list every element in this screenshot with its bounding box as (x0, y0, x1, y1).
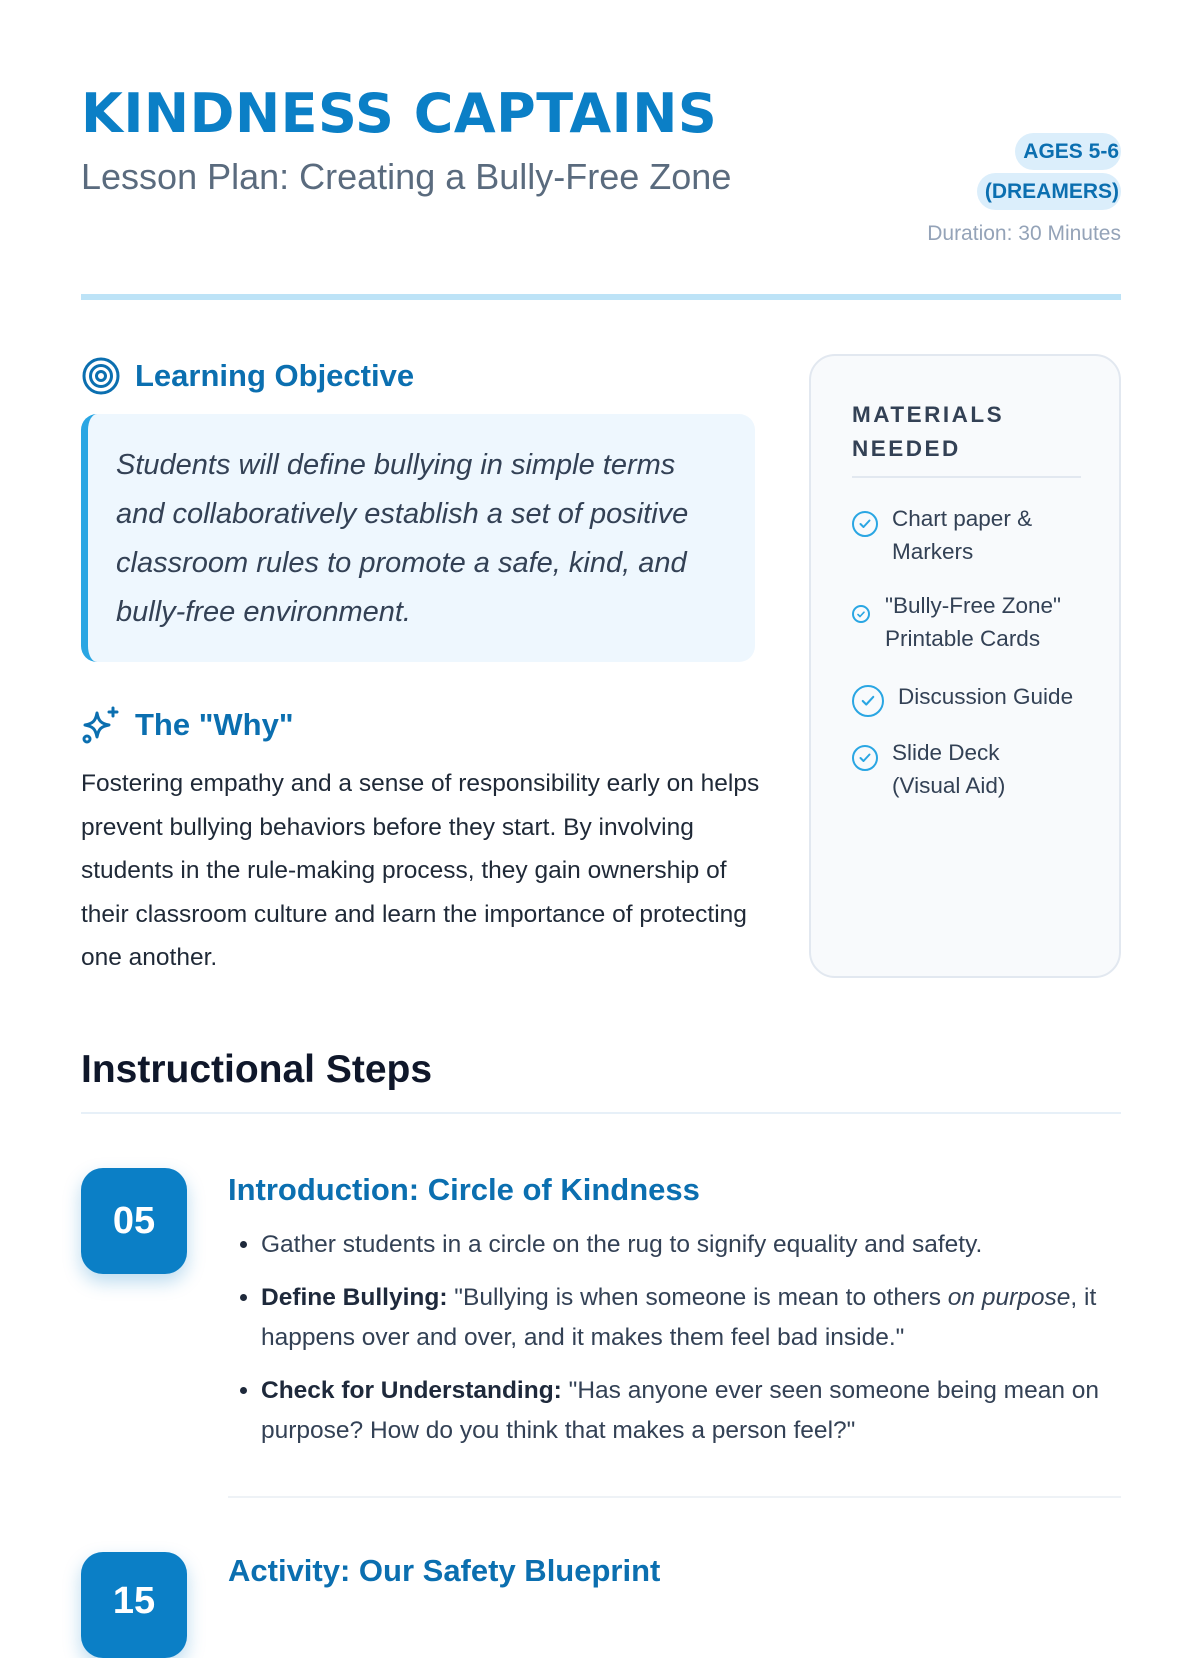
header-divider (81, 294, 1121, 300)
list-item (261, 1278, 1121, 1358)
list-item (261, 1371, 1121, 1451)
objective-callout (81, 414, 755, 662)
objective-text: Students will define bullying in simple terms and collaboratively establish a set of positive classroom rules to promote a safe, kind, and bully-free environment. (116, 449, 689, 628)
step-bullet-list (228, 1225, 1121, 1464)
step-title: Activity: Our Safety Blueprint (228, 1553, 661, 1588)
step-number-badge: 05 (81, 1168, 187, 1274)
material-item (852, 589, 1085, 655)
step-divider (228, 1496, 1121, 1498)
material-label: Chart paper & Markers (892, 506, 1033, 564)
materials-divider (852, 476, 1081, 478)
steps-heading: Instructional Steps (81, 1048, 433, 1091)
check-circle-icon (852, 745, 878, 771)
bullet-text: "Has anyone ever seen someone being mean on purpose? How do you think that makes a person feel?" (261, 1377, 1100, 1444)
list-item (261, 1225, 1121, 1265)
check-circle-icon (852, 511, 878, 537)
material-item (852, 736, 1052, 802)
material-item (852, 680, 1098, 717)
bullet-emphasis: on purpose (947, 1284, 1071, 1311)
why-title: The "Why" (135, 707, 294, 742)
brand-title: KINDNESS CAPTAINS (81, 82, 718, 145)
why-paragraph: Fostering empathy and a sense of responsibility early on helps prevent bullying behaviors before they start. By involving students in the rule-making process, they gain ownership of their classroom culture and learn the importance of protecting one another. (81, 770, 760, 971)
bullet-text: "Bullying is when someone is mean to others (447, 1284, 948, 1311)
materials-card (809, 354, 1121, 978)
objective-heading (81, 356, 414, 396)
lesson-subtitle: Lesson Plan: Creating a Bully-Free Zone (81, 156, 732, 197)
sparkles-icon (81, 705, 121, 745)
check-circle-icon (852, 685, 884, 717)
material-item (852, 502, 1072, 568)
materials-title: MATERIALS NEEDED (852, 402, 1005, 461)
objective-title: Learning Objective (135, 358, 415, 393)
bullet-label: Define Bullying: (261, 1284, 448, 1311)
why-heading (81, 705, 294, 745)
target-icon (81, 356, 121, 396)
step-title: Introduction: Circle of Kindness (228, 1172, 700, 1207)
check-circle-icon (852, 605, 870, 623)
material-label: Discussion Guide (898, 684, 1074, 709)
bullet-label: Check for Understanding: (261, 1377, 562, 1404)
duration-label: Duration: 30 Minutes (927, 222, 1121, 245)
material-label: "Bully-Free Zone" Printable Cards (885, 593, 1062, 651)
age-badge-label: AGES 5-6 (DREAMERS) (977, 133, 1121, 210)
age-badge (941, 132, 1121, 212)
steps-divider (81, 1112, 1121, 1114)
bullet-text: , it happens over and over, and it makes them feel bad inside." (261, 1284, 1097, 1351)
step-number-badge: 15 (81, 1552, 187, 1658)
material-label: Slide Deck (Visual Aid) (892, 740, 1006, 798)
bullet-text: Gather students in a circle on the rug to signify equality and safety. (261, 1231, 983, 1258)
